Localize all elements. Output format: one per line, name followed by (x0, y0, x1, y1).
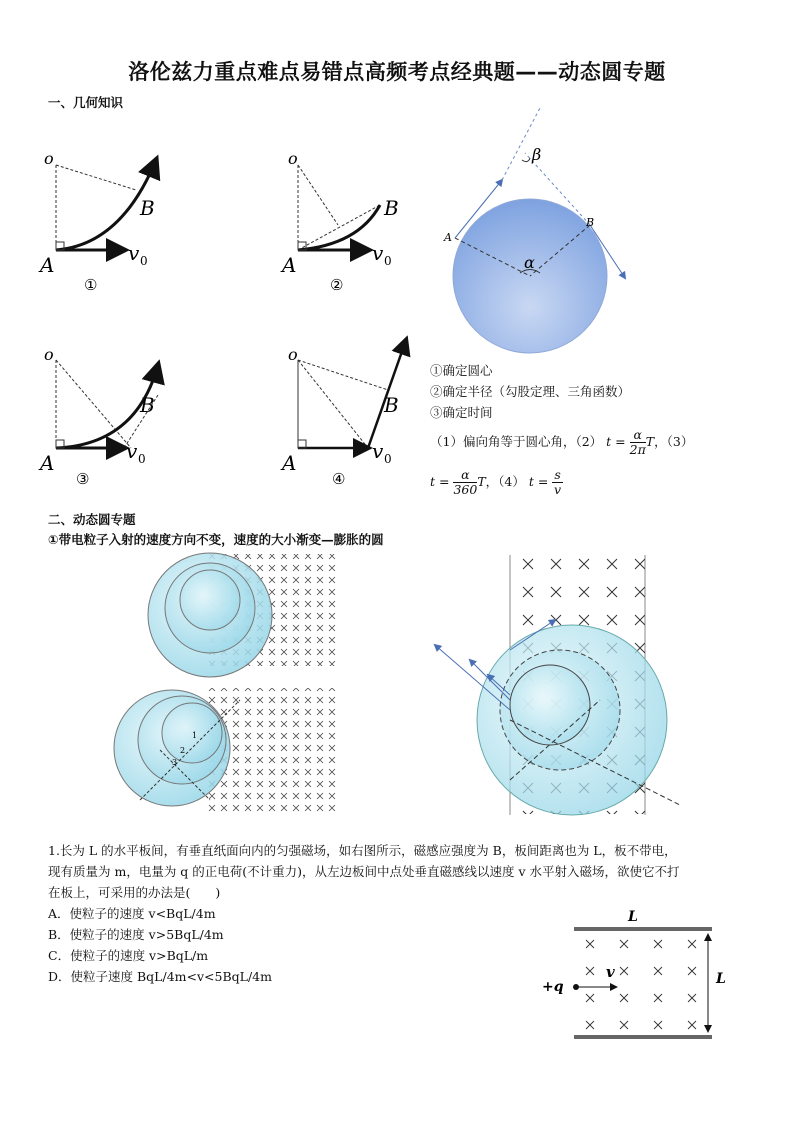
svg-text:B: B (140, 393, 155, 417)
svg-text:0: 0 (384, 254, 392, 268)
question-line-1: 1.长为 L 的水平板间，有垂直纸面向内的匀强磁场，如右图所示，磁感应强度为 B，板间距离也为 L，板不带电， (48, 843, 677, 858)
label-v: v (128, 241, 140, 265)
label-b2: B (586, 216, 595, 229)
label-o: o (44, 149, 54, 168)
label-L-side: L (716, 971, 726, 987)
figure-2 (280, 149, 399, 294)
svg-text:A: A (40, 451, 55, 475)
angle-circle-figure (440, 108, 640, 368)
option-d[interactable]: D．使粒子速度 BqL/4m<v<5BqL/4m (48, 969, 272, 984)
section2-subheading: ①带电粒子入射的速度方向不变，速度的大小渐变—膨胀的圆 (48, 532, 384, 547)
svg-text:v: v (126, 439, 138, 463)
svg-text:2: 2 (180, 746, 186, 755)
option-c[interactable]: C．使粒子的速度 v>BqL/m (48, 948, 209, 963)
step-2: ②确定半径（勾股定理、三角函数） (430, 384, 631, 399)
svg-text:v: v (372, 439, 384, 463)
step-1: ①确定圆心 (430, 363, 493, 378)
figure-1 (38, 149, 156, 294)
svg-text:B: B (384, 393, 399, 417)
step-3: ③确定时间 (430, 405, 493, 420)
fig-num-3: ③ (76, 470, 90, 488)
figure-3 (38, 345, 158, 488)
figure-4 (280, 340, 406, 488)
section1-heading: 一、几何知识 (48, 95, 124, 110)
svg-text:o: o (288, 149, 298, 168)
fig-num-2: ② (330, 276, 344, 294)
label-q: +q (542, 979, 564, 995)
formula-line-1: （1）偏向角等于圆心角，（2） t = $\frac{\alpha}{2\pi}$ T，（3） (430, 427, 694, 457)
page-title: 洛伦兹力重点难点易错点高频考点经典题——动态圆专题 (128, 60, 666, 84)
section2-heading: 二、动态圆专题 (48, 512, 136, 527)
svg-text:v: v (372, 241, 384, 265)
option-b[interactable]: B．使粒子的速度 v>5BqL/4m (48, 927, 224, 942)
label-b: B (140, 196, 155, 220)
question-1 (48, 840, 758, 903)
option-a[interactable]: A．使粒子的速度 v<BqL/4m (48, 906, 216, 921)
steps-list (430, 360, 630, 423)
label-a: A (40, 253, 55, 277)
svg-text:0: 0 (140, 254, 148, 268)
plates-figure (540, 905, 740, 1045)
question-line-3: 在板上，可采用的办法是( ) (48, 885, 221, 900)
svg-text:3: 3 (172, 758, 178, 767)
svg-text:o: o (44, 345, 54, 364)
svg-text:1: 1 (192, 731, 198, 740)
fig-num-4: ④ (332, 470, 346, 488)
expanding-circles-right (430, 550, 690, 820)
svg-text:A: A (282, 253, 297, 277)
formula-line-2: t = $\frac{\alpha}{360}$ T，（4） t = $\frac{s}{v}$ (430, 467, 562, 497)
geometry-figures (36, 140, 426, 490)
label-v-q: v (606, 963, 615, 981)
options-list (48, 903, 272, 987)
fig-num-1: ① (84, 276, 98, 294)
label-beta: β (532, 145, 542, 164)
expanding-circles-left (110, 550, 350, 820)
svg-text:0: 0 (384, 452, 392, 466)
svg-text:B: B (384, 196, 399, 220)
svg-text:o: o (288, 345, 298, 364)
label-alpha: α (524, 253, 535, 272)
svg-text:0: 0 (138, 452, 146, 466)
question-line-2: 现有质量为 m，电量为 q 的正电荷(不计重力)，从左边板间中点处垂直磁感线以速度 v 水平射入磁场，欲使它不打 (48, 864, 680, 879)
svg-text:A: A (282, 451, 297, 475)
label-L-top: L (628, 909, 638, 925)
label-a2: A (444, 231, 452, 244)
